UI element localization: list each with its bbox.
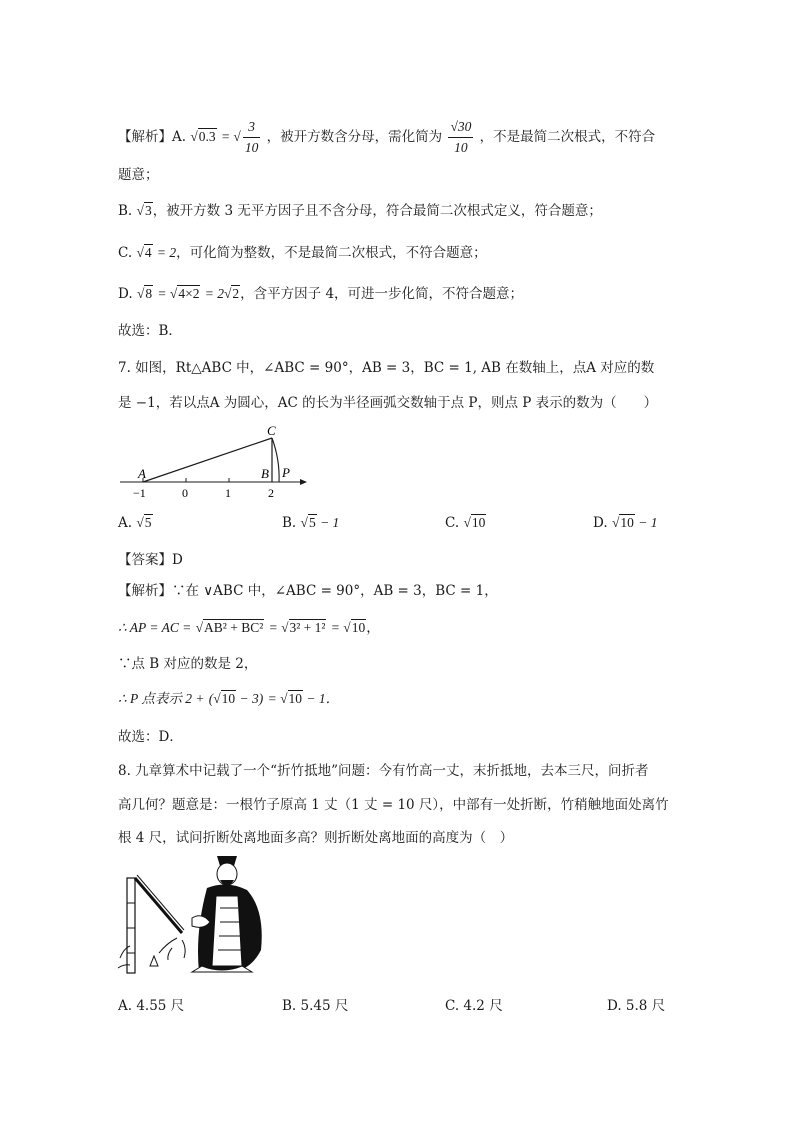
- label-P: P: [282, 465, 290, 480]
- q7-answer: 【答案】D: [118, 552, 183, 568]
- tick-label: 0: [182, 486, 188, 500]
- label-B: B: [261, 466, 269, 481]
- analysis-text: ，不是最简二次根式，不符合: [479, 129, 656, 145]
- option-a[interactable]: A. 4.55 尺: [118, 998, 185, 1014]
- analysis-prefix: 【解析】A.: [118, 129, 187, 145]
- q6-analysis-line-c: [118, 243, 487, 263]
- analysis-text: ，被开方数 3 无平方因子且不含分母，符合最简二次根式定义，符合题意；: [152, 203, 602, 219]
- option-d[interactable]: D. 5.8 尺: [607, 998, 666, 1014]
- analysis-text: ，可化简为整数，不是最简二次根式，不符合题意；: [176, 245, 487, 261]
- option-label: B.: [118, 203, 133, 219]
- q7-analysis-line-2: ∴ AP = AC = √AB² + BC² = √3² + 1² = √10，: [118, 620, 380, 636]
- analysis-text: ，含平方因子 4，可进一步化简，不符合题意；: [240, 286, 524, 302]
- label-C: C: [267, 423, 276, 438]
- bamboo-scholar-illustration: [112, 848, 272, 988]
- option-a[interactable]: A. √5: [118, 515, 152, 531]
- sqrt-expression: √10: [343, 620, 366, 635]
- math-expression: = 2: [204, 286, 224, 301]
- q8-stem-line-1: 8. 九章算术中记载了一个“折竹抵地”问题：今有竹高一丈，末折抵地，去本三尺，问折者: [118, 763, 649, 779]
- fraction: $\frac{3}{10}$: [244, 119, 259, 155]
- option-label: D.: [118, 286, 133, 302]
- sqrt-expression: √10: [213, 691, 236, 706]
- tick-label: −1: [133, 486, 146, 500]
- q6-analysis-line-2: 题意；: [118, 167, 159, 183]
- fraction: $\frac{√30}{10}$: [450, 119, 472, 155]
- q8-stem-line-2: 高几何？题意是：一根竹子原高 1 丈（1 丈 = 10 尺），中部有一处折断，竹稍触地面处离竹: [118, 797, 669, 813]
- sqrt-expression: √3² + 1²: [281, 620, 326, 635]
- sqrt-expression: √4×2: [169, 286, 200, 301]
- option-b[interactable]: B. 5.45 尺: [282, 998, 349, 1014]
- q6-analysis-line-a: 【解析】A. √0.3 = √ $\frac{3}{10}$ ，被开方数含分母，需化简为 $\frac{√30}{10}$ ，不是最简二次根式，不符合: [118, 117, 655, 158]
- sqrt-expression: √2: [224, 286, 240, 301]
- sqrt-expression: √4: [136, 245, 152, 260]
- segment-AC: [143, 438, 272, 482]
- sqrt-expression: √3: [136, 203, 152, 218]
- sqrt-expression: √10: [280, 691, 303, 706]
- q6-conclusion: 故选：B．: [118, 323, 182, 339]
- sqrt-expression: √0.3: [190, 129, 216, 144]
- option-c[interactable]: C. 4.2 尺: [445, 998, 503, 1014]
- q7-stem-line-2: 是 −1，若以点A 为圆心，AC 的长为半径画弧交数轴于点 P，则点 P 表示的数为（ ）: [118, 395, 658, 411]
- q7-stem-line-1: 7. 如图，Rt△ABC 中，∠ABC = 90°，AB = 3，BC = 1, AB 在数轴上，点A 对应的数: [118, 360, 655, 376]
- option-b[interactable]: B. √5 − 1: [282, 515, 340, 531]
- q6-analysis-line-b: [118, 201, 602, 221]
- q7-conclusion: 故选：D．: [118, 729, 183, 745]
- tick-label: 1: [225, 486, 231, 500]
- tick-label: 2: [268, 486, 274, 500]
- math-expression: = 2: [156, 245, 177, 260]
- q7-analysis-line-3: ∵点 B 对应的数是 2，: [118, 656, 258, 672]
- q7-options: [118, 513, 678, 533]
- option-c[interactable]: C. √10: [445, 515, 486, 531]
- analysis-text: ，被开方数含分母，需化简为: [266, 129, 443, 145]
- arc-CP: [272, 438, 279, 482]
- label-A: A: [138, 466, 146, 481]
- number-line-arrow: [300, 479, 307, 485]
- option-label: C.: [118, 245, 133, 261]
- sqrt-expression: √AB² + BC²: [195, 620, 264, 635]
- q7-figure: [115, 422, 315, 502]
- sqrt-expression: √8: [136, 286, 153, 301]
- q8-stem-line-3: 根 4 尺，试问折断处离地面多高？则折断处离地面的高度为（ ）: [118, 830, 514, 846]
- q8-options: [118, 996, 678, 1016]
- q7-analysis-line-4: ∴ P 点表示 2 + (√10 − 3) = √10 − 1．: [118, 689, 339, 709]
- option-d[interactable]: D. √10 − 1: [593, 515, 658, 531]
- q6-analysis-line-d: D. √8 = √4×2 = 2√2，含平方因子 4，可进一步化简，不符合题意；: [118, 286, 524, 302]
- q7-analysis-line-1: 【解析】∵在 ∨ABC 中，∠ABC = 90°，AB = 3，BC = 1，: [118, 583, 498, 599]
